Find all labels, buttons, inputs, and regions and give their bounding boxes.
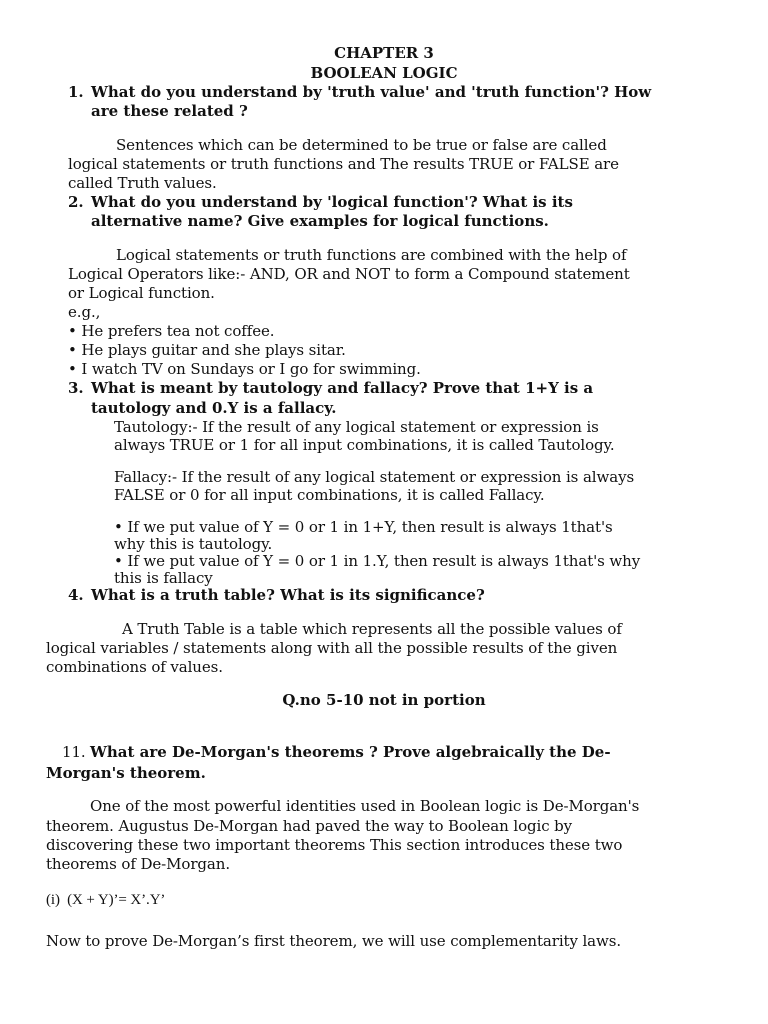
chapter-title: BOOLEAN LOGIC	[310, 64, 458, 82]
question-4-number: 4.	[68, 586, 84, 604]
answer-2-eg: e.g.,	[68, 303, 101, 321]
answer-1-line-2: logical statements or truth functions and The results TRUE or FALSE are	[68, 155, 619, 173]
answer-11-line-1: One of the most powerful identities used in Boolean logic is De-Morgan's	[90, 797, 640, 815]
answer-11-line-2: theorem. Augustus De-Morgan had paved the way to Boolean logic by	[46, 817, 573, 835]
answer-4-line-2: logical variables / statements along with all the possible results of the given	[46, 639, 618, 657]
answer-1-line-1: Sentences which can be determined to be true or false are called	[116, 136, 607, 154]
question-2-number: 2.	[68, 193, 84, 211]
proof-line-2: why this is tautology.	[114, 535, 273, 553]
chapter-number: CHAPTER 3	[334, 44, 434, 62]
question-11-line-1: What are De-Morgan's theorems ? Prove algebraically the De-	[90, 743, 611, 761]
answer-2-bullet-3: • I watch TV on Sundays or I go for swimming.	[68, 360, 421, 378]
question-3-number: 3.	[68, 379, 84, 397]
question-2-line-1: What do you understand by 'logical function'? What is its	[91, 193, 573, 211]
answer-11-line-4: theorems of De-Morgan.	[46, 855, 230, 873]
de-morgan-formula: (i) (X + Y)’= X’.Y’	[46, 892, 166, 908]
tautology-line-2: always TRUE or 1 for all input combinations, it is called Tautology.	[114, 436, 615, 454]
question-2-line-2: alternative name? Give examples for logical functions.	[91, 212, 549, 230]
question-3-line-2: tautology and 0.Y is a fallacy.	[91, 399, 337, 417]
answer-2-bullet-2: • He plays guitar and she plays sitar.	[68, 341, 346, 359]
question-11-line-2: Morgan's theorem.	[46, 764, 206, 782]
tautology-line-1: Tautology:- If the result of any logical statement or expression is	[114, 418, 599, 436]
answer-4-line-1: A Truth Table is a table which represents all the possible values of	[122, 620, 622, 638]
question-11-number: 11.	[62, 743, 86, 761]
answer-11-closing: Now to prove De-Morgan’s first theorem, we will use complementarity laws.	[46, 932, 622, 950]
answer-2-bullet-1: • He prefers tea not coffee.	[68, 322, 275, 340]
answer-1-line-3: called Truth values.	[68, 174, 217, 192]
question-1-number: 1.	[68, 83, 84, 101]
fallacy-line-1: Fallacy:- If the result of any logical statement or expression is always	[114, 468, 635, 486]
proof-line-4: this is fallacy	[114, 569, 213, 587]
proof-line-1: • If we put value of Y = 0 or 1 in 1+Y, then result is always 1that's	[114, 518, 613, 536]
question-3-line-1: What is meant by tautology and fallacy? Prove that 1+Y is a	[91, 379, 594, 397]
answer-2-line-1: Logical statements or truth functions are combined with the help of	[116, 246, 627, 264]
answer-2-line-3: or Logical function.	[68, 284, 215, 302]
fallacy-line-2: FALSE or 0 for all input combinations, it is called Fallacy.	[114, 486, 545, 504]
answer-11-line-3: discovering these two important theorems This section introduces these two	[46, 836, 623, 854]
question-1-line-1: What do you understand by 'truth value' and 'truth function'? How	[91, 83, 652, 101]
proof-line-3: • If we put value of Y = 0 or 1 in 1.Y, then result is always 1that's why	[114, 552, 641, 570]
portion-note: Q.no 5-10 not in portion	[282, 691, 486, 709]
question-4-line-1: What is a truth table? What is its significance?	[91, 586, 485, 604]
question-1-line-2: are these related ?	[91, 102, 248, 120]
answer-2-line-2: Logical Operators like:- AND, OR and NOT to form a Compound statement	[68, 265, 630, 283]
answer-4-line-3: combinations of values.	[46, 658, 223, 676]
